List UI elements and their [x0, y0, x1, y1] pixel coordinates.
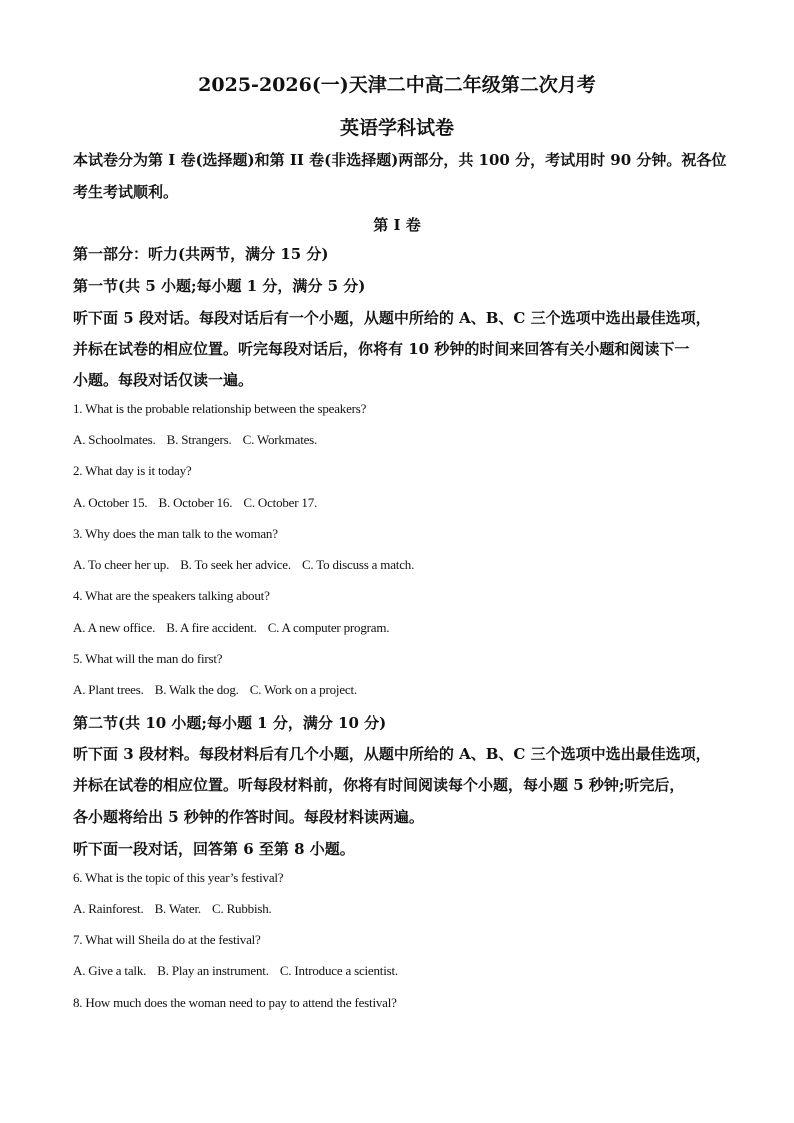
option-b: B. Walk the dog.	[154, 682, 239, 697]
section1-heading: 第一节(共 5 小题;每小题 1 分，满分 5 分)	[73, 277, 366, 295]
question-6-options	[73, 901, 272, 917]
option-b: B. October 16.	[158, 495, 233, 510]
section1-instruction-3: 小题。每段对话仅读一遍。	[73, 371, 254, 389]
question-1: 1. What is the probable relationship between the speakers?	[73, 401, 367, 416]
section2-heading: 第二节(共 10 小题;每小题 1 分，满分 10 分)	[73, 714, 387, 732]
option-c: C. Introduce a scientist.	[279, 963, 398, 978]
option-b: B. A fire accident.	[166, 620, 257, 635]
question-3-options	[73, 557, 414, 573]
question-6: 6. What is the topic of this year’s festival?	[73, 870, 284, 885]
question-7: 7. What will Sheila do at the festival?	[73, 932, 261, 947]
option-a: A. To cheer her up.	[73, 557, 170, 572]
option-b: B. Water.	[154, 901, 201, 916]
exam-subject-title: 英语学科试卷	[339, 117, 454, 139]
section2-sub-heading: 听下面一段对话，回答第 6 至第 8 小题。	[73, 840, 355, 858]
question-1-options	[73, 432, 317, 448]
option-b: B. Strangers.	[166, 432, 232, 447]
intro-line-2: 考生考试顺利。	[73, 183, 179, 201]
option-c: C. Rubbish.	[212, 901, 272, 916]
exam-title: 2025-2026(一)天津二中高二年级第二次月考	[198, 74, 596, 96]
option-b: B. Play an instrument.	[157, 963, 269, 978]
option-c: C. Workmates.	[242, 432, 318, 447]
option-c: C. A computer program.	[267, 620, 390, 635]
option-c: C. October 17.	[243, 495, 318, 510]
section2-instruction-1: 听下面 3 段材料。每段材料后有几个小题，从题中所给的 A、B、C 三个选项中选出最佳选项，	[73, 745, 711, 763]
question-3: 3. Why does the man talk to the woman?	[73, 526, 278, 541]
question-4: 4. What are the speakers talking about?	[73, 588, 270, 603]
option-a: A. Rainforest.	[73, 901, 144, 916]
part1-heading: 第一部分：听力(共两节，满分 15 分)	[73, 245, 329, 263]
question-2: 2. What day is it today?	[73, 463, 192, 478]
option-a: A. Plant trees.	[73, 682, 144, 697]
volume-heading: 第 I 卷	[373, 216, 421, 234]
section1-instruction-2: 并标在试卷的相应位置。听完每段对话后，你将有 10 秒钟的时间来回答有关小题和阅读下一	[73, 340, 690, 358]
question-5: 5. What will the man do first?	[73, 651, 223, 666]
question-7-options	[73, 963, 398, 979]
question-2-options	[73, 495, 317, 511]
option-a: A. Schoolmates.	[73, 432, 156, 447]
option-a: A. October 15.	[73, 495, 148, 510]
section2-instruction-2: 并标在试卷的相应位置。听每段材料前，你将有时间阅读每个小题，每小题 5 秒钟;听完后，	[73, 776, 685, 794]
section2-instruction-3: 各小题将给出 5 秒钟的作答时间。每段材料读两遍。	[73, 808, 424, 826]
question-5-options	[73, 682, 357, 698]
option-c: C. Work on a project.	[249, 682, 357, 697]
option-a: A. Give a talk.	[73, 963, 147, 978]
question-8: 8. How much does the woman need to pay to attend the festival?	[73, 995, 397, 1010]
question-4-options	[73, 620, 389, 636]
option-c: C. To discuss a match.	[301, 557, 415, 572]
option-a: A. A new office.	[73, 620, 156, 635]
intro-line-1: 本试卷分为第 I 卷(选择题)和第 II 卷(非选择题)两部分，共 100 分，考试用时 90 分钟。祝各位	[73, 151, 727, 169]
option-b: B. To seek her advice.	[180, 557, 291, 572]
section1-instruction-1: 听下面 5 段对话。每段对话后有一个小题，从题中所给的 A、B、C 三个选项中选出最佳选项，	[73, 309, 711, 327]
